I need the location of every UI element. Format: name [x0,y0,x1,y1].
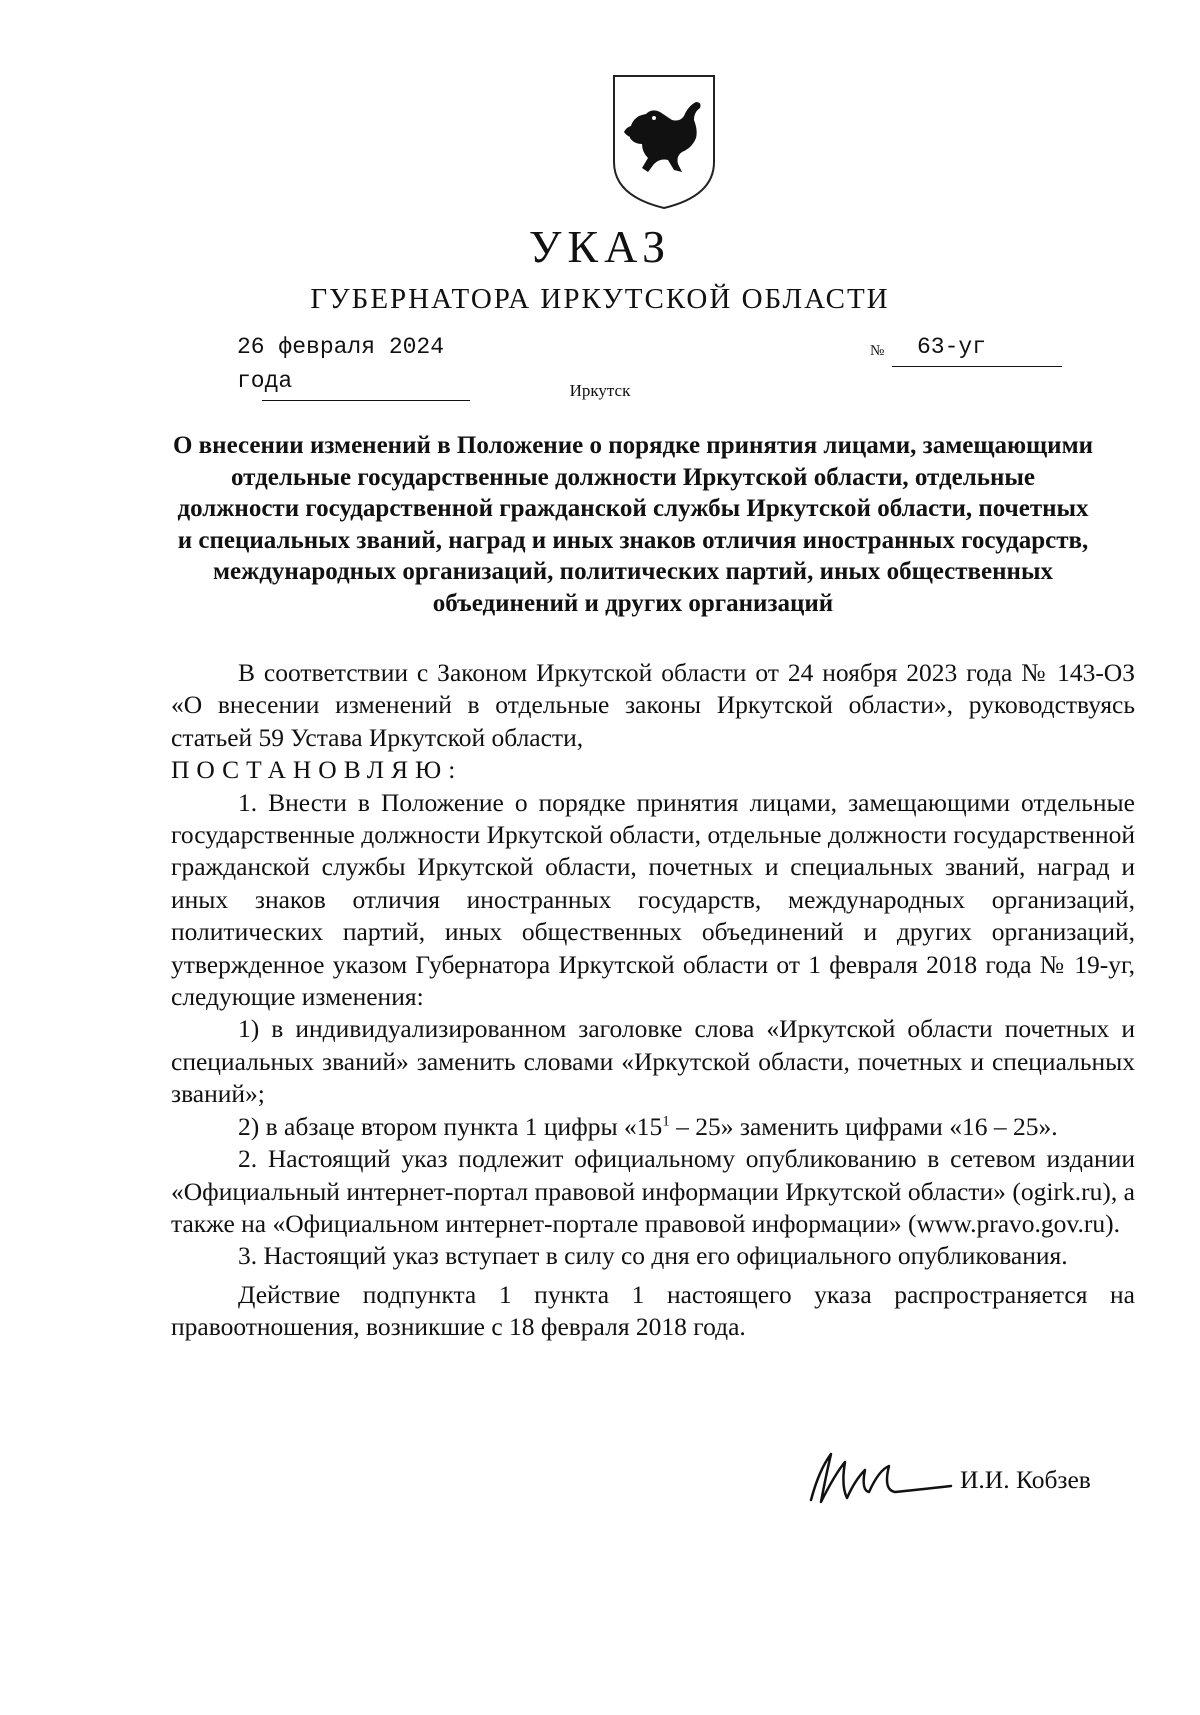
number-label: № [870,343,885,359]
document-title: УКАЗ [528,221,672,272]
irkutsk-coat-of-arms-icon [608,72,720,212]
document-heading: О внесении изменений в Положение о порядке принятия лицами, замещающими отдельные государственные должности Иркутской области, отдельные должности государственной гражданской службы Иркутской области, почетных и специальных званий, наград и иных знаков отличия иностранных государств, международных организаций, политических партий, иных общественных объединений и других организаций [172,432,1094,617]
item-1-2-text-before: 2) в абзаце втором пункта 1 цифры «15 [238,1111,663,1141]
document-body [171,657,1135,1344]
item-4-paragraph: Действие подпункта 1 пункта 1 настоящего указа распространяется на правоотношения, возникшие с 18 февраля 2018 года. [171,1279,1135,1342]
item-1-paragraph: 1. Внести в Положение о порядке принятия лицами, замещающими отдельные государственные должности Иркутской области, отдельные должности государственной гражданской службы Иркутской области, почетных и специальных званий, наград и иных знаков отличия иностранных государств, международных организаций, политических партий, иных общественных объединений и других организаций, утвержденное указом Губернатора Иркутской области от 1 февраля 2018 года № 19-уг, следующие изменения: [171,787,1135,1012]
item-1-1-paragraph: 1) в индивидуализированном заголовке слова «Иркутской области почетных и специальных званий» заменить словами «Иркутской области, почетных и специальных званий»; [171,1014,1135,1109]
document-number: 63-уг [917,334,987,360]
document-date: 26 февраля 2024 года [237,334,445,394]
handwritten-signature [805,1440,955,1515]
item-2-paragraph: 2. Настоящий указ подлежит официальному опубликованию в сетевом издании «Официальный интернет-портал правовой информации Иркутской области» (ogirk.ru), а также на «Официальном интернет-портале правовой информации» (www.pravo.gov.ru). [171,1144,1135,1238]
document-city: Иркутск [569,381,631,400]
signer-name: И.И. Кобзев [960,1465,1091,1494]
resolve-word: ПОСТАНОВЛЯЮ: [171,755,463,785]
item-1-2-paragraph [171,1111,1135,1143]
preamble-paragraph: В соответствии с Законом Иркутской области от 24 ноября 2023 года № 143-ОЗ «О внесении изменений в отдельные законы Иркутской области», руководствуясь статьей 59 Устава Иркутской области, [171,658,1135,752]
item-1-2-superscript: 1 [662,1113,670,1130]
number-field [892,330,1062,367]
item-1-2-text-after: – 25» заменить цифрами «16 – 25». [669,1111,1058,1141]
item-3-paragraph: 3. Настоящий указ вступает в силу со дня его официального опубликования. [238,1241,1068,1271]
document-subtitle: ГУБЕРНАТОРА ИРКУТСКОЙ ОБЛАСТИ [310,283,890,315]
